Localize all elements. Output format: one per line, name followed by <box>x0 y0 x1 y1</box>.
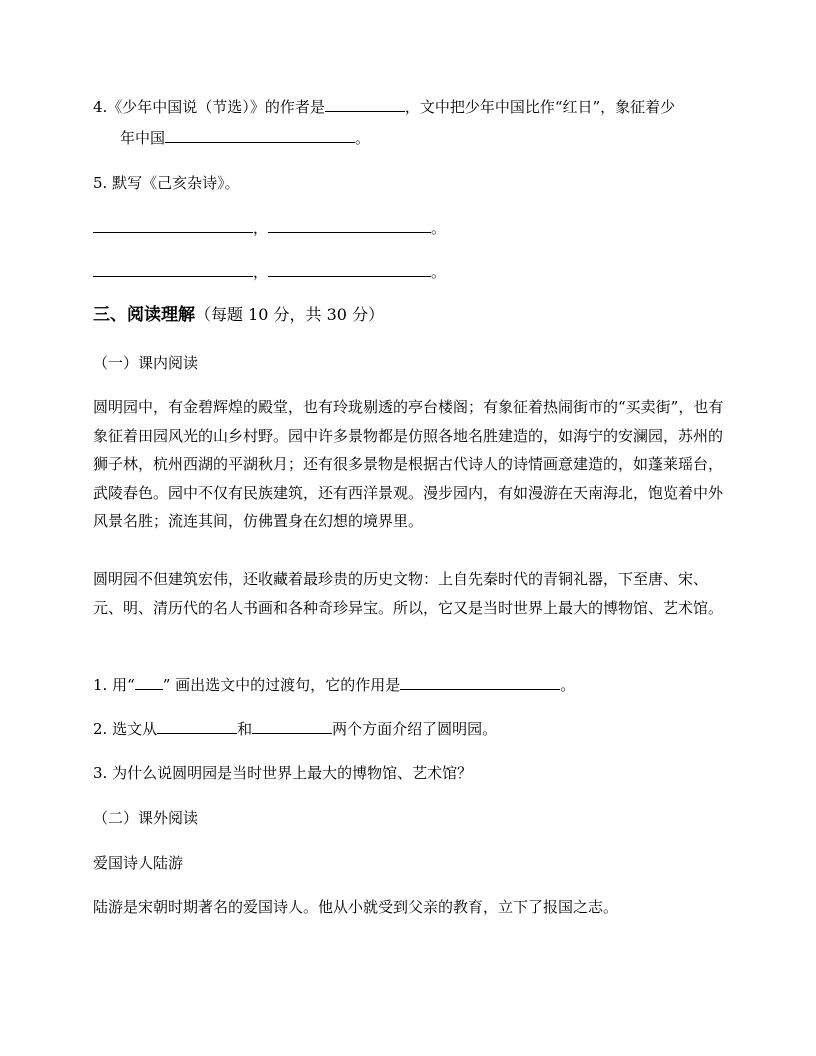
poem-period-1: 。 <box>431 219 447 237</box>
question-3: 3. 为什么说圆明园是当时世界上最大的博物馆、艺术馆？ <box>93 764 473 782</box>
answer-blank-function[interactable] <box>400 675 560 690</box>
poem-line-1 <box>93 218 446 238</box>
question-2-text-a: 2. 选文从 <box>93 720 158 738</box>
answer-blank-poem-1[interactable] <box>93 218 253 233</box>
answer-blank-poem-3[interactable] <box>93 262 253 277</box>
poem-line-2 <box>93 262 446 282</box>
answer-blank-poem-4[interactable] <box>268 262 431 277</box>
underline-sample <box>135 675 163 690</box>
question-2-text-c: 两个方面介绍了圆明园。 <box>332 720 498 738</box>
passage-paragraph-2: 圆明园不但建筑宏伟，还收藏着最珍贵的历史文物：上自先秦时代的青铜礼器，下至唐、宋、元、明、清历代的名人书画和各种奇珍异宝。所以，它又是当时世界上最大的博物馆、艺术馆。 <box>93 570 724 617</box>
part-1-label: （一）课内阅读 <box>93 354 199 372</box>
question-4-text-a: 4.《少年中国说（节选）》的作者是 <box>93 98 325 116</box>
passage-2-title: 爱国诗人陆游 <box>93 854 184 872</box>
poem-comma-1: ， <box>253 219 269 237</box>
question-4-line-1 <box>93 97 675 117</box>
question-1-text-a: 1. 用“ <box>93 676 135 694</box>
question-4-text-b: ，文中把少年中国比作“红日”，象征着少 <box>404 98 676 116</box>
poem-period-2: 。 <box>431 263 447 281</box>
section-3-title: 三、阅读理解 <box>93 305 195 325</box>
question-1-text-c: 。 <box>560 676 576 694</box>
question-1-text-b: ” 画出选文中的过渡句，它的作用是 <box>162 676 401 694</box>
question-2-text-b: 和 <box>237 720 253 738</box>
passage-paragraph-1: 圆明园中，有金碧辉煌的殿堂，也有玲珑剔透的亭台楼阁；有象征着热闹街市的“买卖街”，也有象征着田园风光的山乡村野。园中许多景物都是仿照各地名胜建造的，如海宁的安澜园，苏州的狮子林，杭州西湖的平湖秋月；还有很多景物是根据古代诗人的诗情画意建造的，如蓬莱瑶台，武陵春色。园中不仅有民族建筑，还有西洋景观。漫步园内，有如漫游在天南海北，饱览着中外风景名胜；流连其间，仿佛置身在幻想的境界里。 <box>93 398 724 530</box>
poem-comma-2: ， <box>253 263 269 281</box>
passage-2-paragraph-1: 陆游是宋朝时期著名的爱国诗人。他从小就受到父亲的教育，立下了报国之志。 <box>93 898 619 916</box>
part-2-label: （二）课外阅读 <box>93 809 199 827</box>
question-4-line-2 <box>120 128 370 148</box>
question-5: 5. 默写《己亥杂诗》。 <box>93 174 240 192</box>
answer-blank-author[interactable] <box>325 97 405 112</box>
section-3-heading <box>93 305 384 325</box>
answer-blank-aspect-2[interactable] <box>252 719 332 734</box>
answer-blank-poem-2[interactable] <box>268 218 431 233</box>
question-4-text-d: 。 <box>355 129 371 147</box>
question-1 <box>93 675 575 695</box>
answer-blank-aspect-1[interactable] <box>157 719 237 734</box>
section-3-score: （每题 10 分，共 30 分） <box>195 305 385 324</box>
question-2 <box>93 719 497 739</box>
answer-blank-symbol[interactable] <box>165 128 355 143</box>
question-4-text-c: 年中国 <box>120 129 166 147</box>
